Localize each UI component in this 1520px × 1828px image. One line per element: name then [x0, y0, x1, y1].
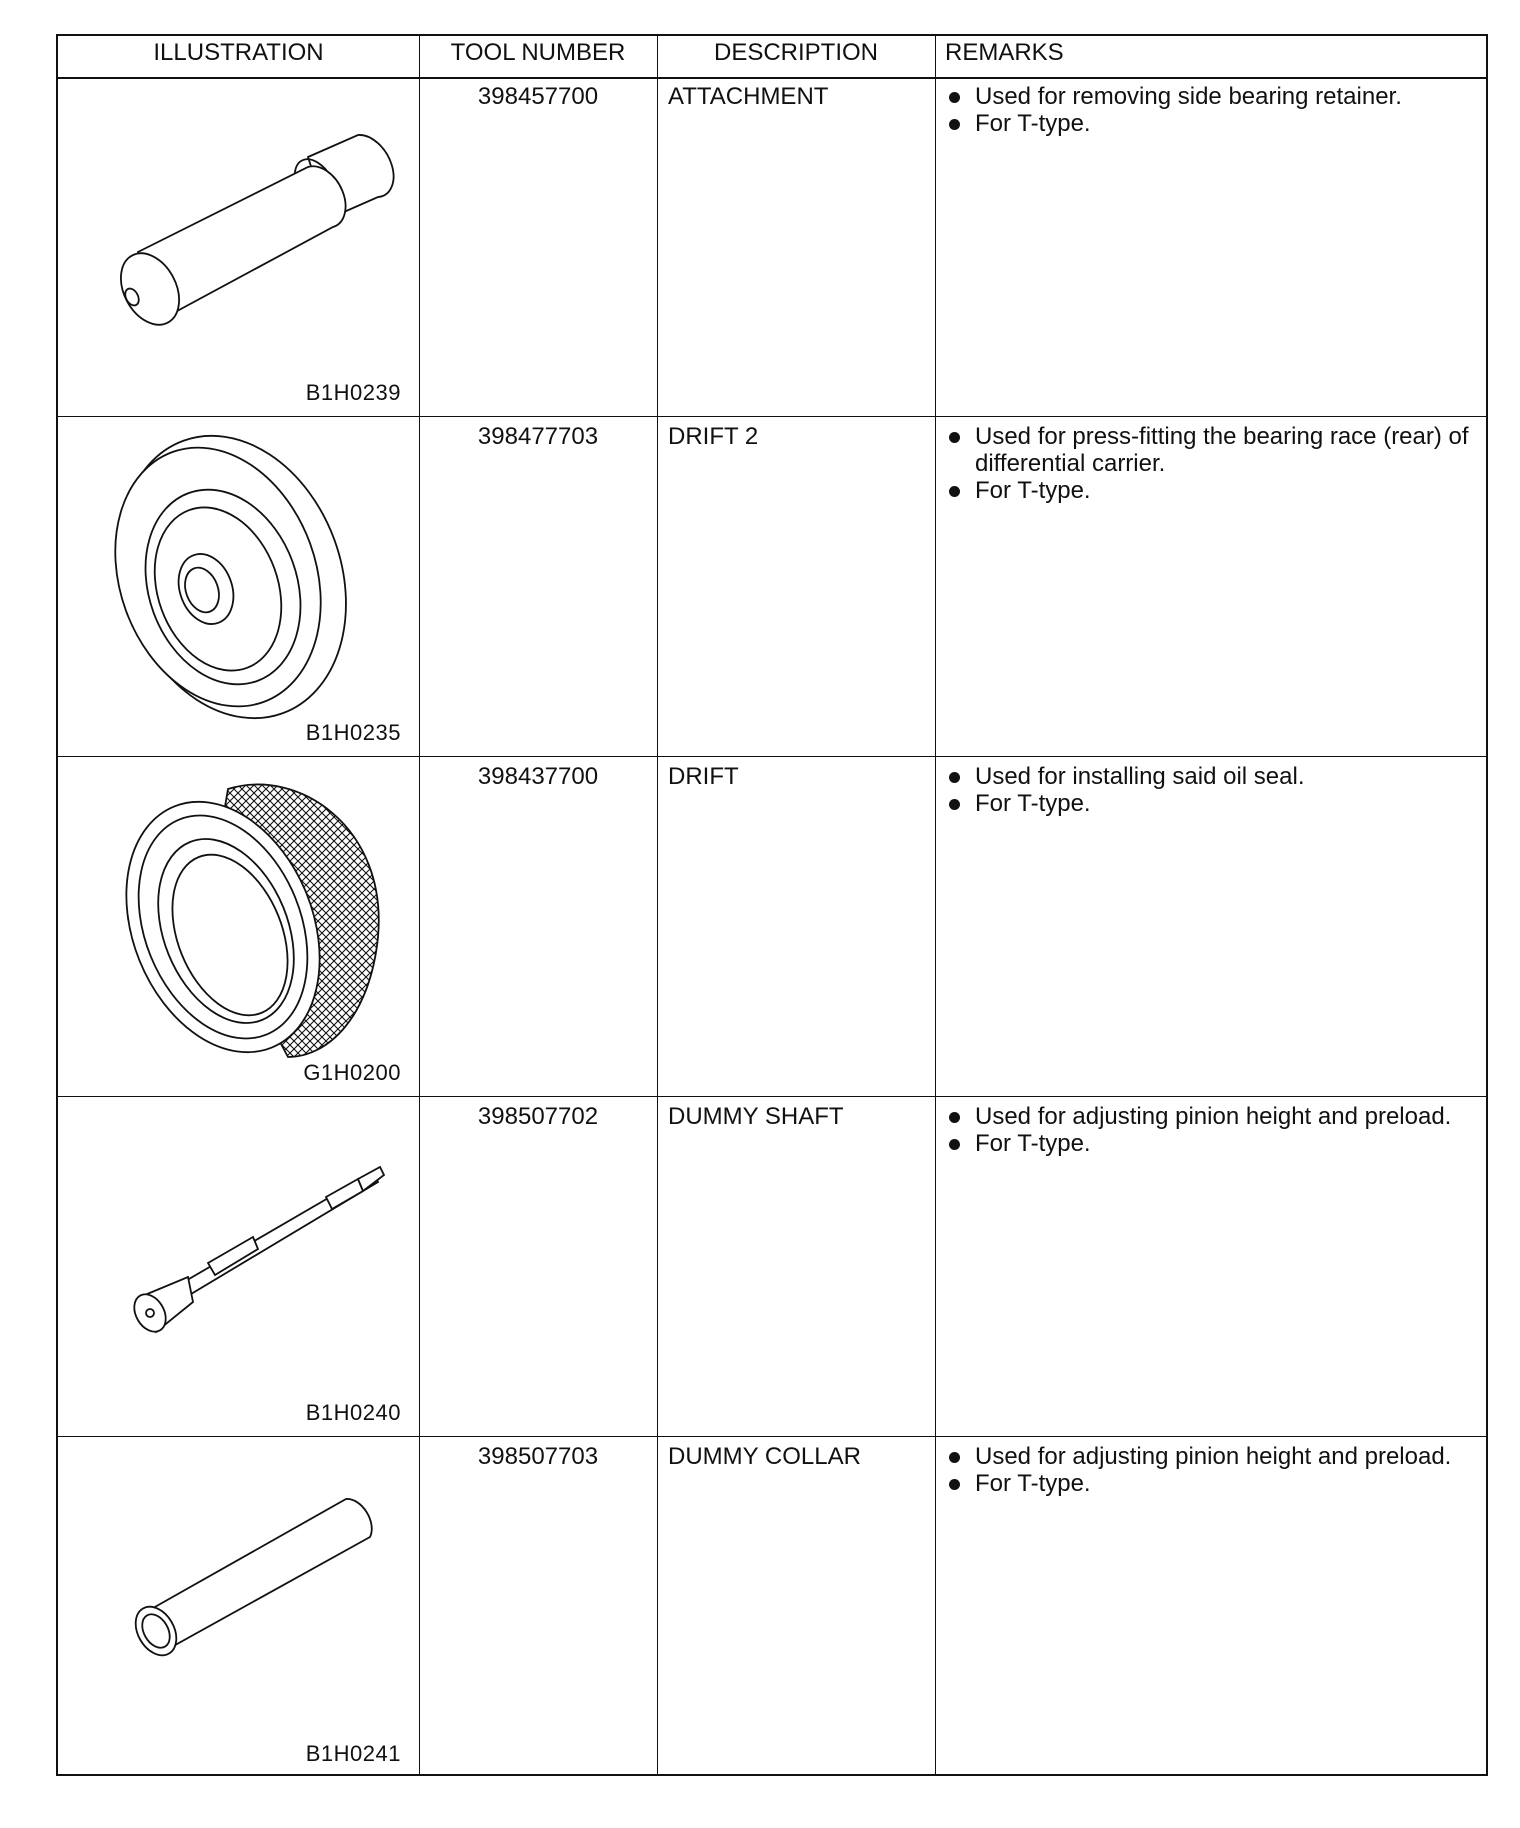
- attachment-icon: [58, 77, 419, 417]
- remark-item: Used for adjusting pinion height and preload.: [935, 1103, 1480, 1130]
- remark-item: For T-type.: [935, 1470, 1480, 1497]
- tool-number: 398507703: [477, 1443, 599, 1470]
- remark-item: For T-type.: [935, 110, 1480, 137]
- description: DRIFT: [668, 763, 739, 790]
- illustration-cell: [58, 1097, 419, 1436]
- description: DUMMY SHAFT: [668, 1103, 844, 1130]
- remark-item: For T-type.: [935, 1130, 1480, 1157]
- remarks: [935, 83, 1480, 137]
- table-row: [58, 417, 1486, 757]
- dummy-collar-icon: [58, 1437, 419, 1777]
- remarks: [935, 1443, 1480, 1497]
- description: DUMMY COLLAR: [668, 1443, 861, 1470]
- illustration-cell: [58, 1437, 419, 1777]
- remark-item: Used for press-fitting the bearing race (rear) of differential carrier.: [935, 423, 1480, 477]
- knurled-drift-icon: [58, 757, 419, 1097]
- tool-number: 398507702: [477, 1103, 599, 1130]
- illustration-cell: [58, 757, 419, 1096]
- table-row: [58, 1097, 1486, 1437]
- remark-item: For T-type.: [935, 477, 1480, 504]
- header-description: DESCRIPTION: [713, 39, 878, 66]
- illustration-cell: [58, 77, 419, 416]
- header-tool-number: TOOL NUMBER: [450, 39, 626, 66]
- description: ATTACHMENT: [668, 83, 829, 110]
- remark-item: Used for adjusting pinion height and preload.: [935, 1443, 1480, 1470]
- tool-number: 398457700: [477, 83, 599, 110]
- figure-code: B1H0240: [305, 1400, 401, 1425]
- remark-item: Used for removing side bearing retainer.: [935, 83, 1480, 110]
- table-row: [58, 77, 1486, 417]
- remarks: [935, 1103, 1480, 1157]
- table-row: [58, 1437, 1486, 1777]
- header-remarks: REMARKS: [945, 39, 1064, 66]
- remark-item: For T-type.: [935, 790, 1480, 817]
- remarks: [935, 423, 1480, 504]
- tool-number: 398437700: [477, 763, 599, 790]
- figure-code: B1H0235: [305, 720, 401, 745]
- table-header: [58, 36, 1486, 79]
- remark-item: Used for installing said oil seal.: [935, 763, 1480, 790]
- remarks: [935, 763, 1480, 817]
- drift-2-icon: [58, 417, 419, 757]
- description: DRIFT 2: [668, 423, 759, 450]
- illustration-cell: [58, 417, 419, 756]
- figure-code: G1H0200: [303, 1060, 401, 1085]
- figure-code: B1H0241: [305, 1741, 401, 1766]
- dummy-shaft-icon: [58, 1097, 419, 1437]
- header-illustration: ILLUSTRATION: [153, 39, 324, 66]
- table-row: [58, 757, 1486, 1097]
- tool-number: 398477703: [477, 423, 599, 450]
- special-tools-table: [56, 34, 1488, 1776]
- figure-code: B1H0239: [305, 380, 401, 405]
